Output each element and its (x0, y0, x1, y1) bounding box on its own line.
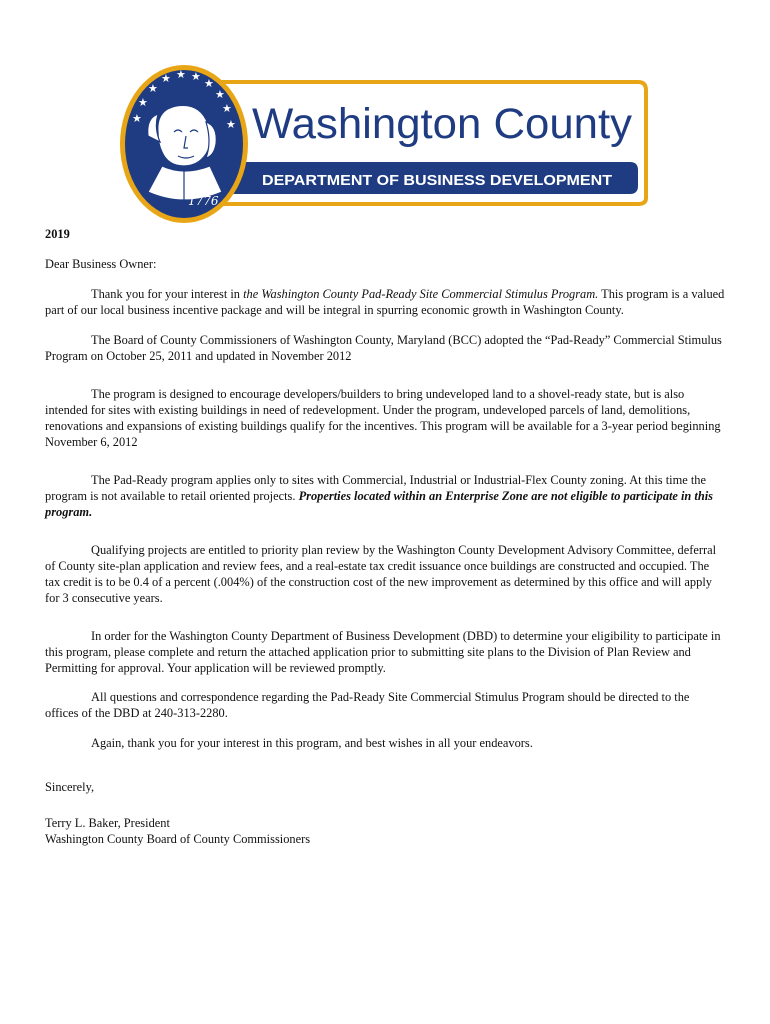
signer-title: Washington County Board of County Commissioners (45, 832, 311, 846)
intro-text-cont: This program is a valued part of our local business incentive package and will be integral in spurring economic growth in Washington County. (45, 287, 725, 317)
program-name: the Washington County Pad-Ready Site Commercial Stimulus Program. (243, 287, 599, 301)
paragraph-contact: All questions and correspondence regarding the Pad-Ready Site Commercial Stimulus Program should be directed to the offices of the DBD at 240-313-2280. (45, 690, 690, 720)
svg-text:★: ★ (148, 82, 158, 95)
svg-text:★: ★ (226, 118, 236, 131)
intro-text: Thank you for your interest in (91, 287, 244, 301)
paragraph-zoning (45, 472, 725, 520)
paragraph-eligibility: In order for the Washington County Department of Business Development (DBD) to determine your eligibility to participate in this program, please complete and return the attached application prior to submitting site plans to the Division of Plan Review and Permitting for approval. Your application will be reviewed promptly. (45, 629, 721, 675)
enterprise-zone-notice: Properties located within an Enterprise Zone are not eligible to participate in this program. (45, 489, 714, 519)
svg-text:★: ★ (222, 102, 232, 115)
salutation: Dear Business Owner: (45, 257, 157, 271)
svg-text:★: ★ (215, 88, 225, 101)
paragraph-intro (45, 286, 725, 318)
letter-body (45, 226, 725, 847)
paragraph-thanks: Again, thank you for your interest in this program, and best wishes in all your endeavors. (91, 736, 533, 750)
logo-department-name: DEPARTMENT OF BUSINESS DEVELOPMENT (262, 173, 613, 189)
paragraph-design: The program is designed to encourage developers/builders to bring undeveloped land to a shovel-ready state, but is also intended for sites with existing buildings in need of redevelopment. Under the program, undeveloped parcels of land, demolitions, renovations and expansions of existing buildings qualify for the incentives. This program will be available for a 3-year period beginning November 6, 2012 (45, 387, 721, 449)
zoning-text: The Pad-Ready program applies only to sites with Commercial, Industrial or Industrial-Flex County zoning. At this time the program is not available to retail oriented projects. (45, 473, 706, 503)
svg-text:★: ★ (138, 96, 148, 109)
logo-org-name: Washington County (252, 100, 633, 148)
svg-text:★: ★ (204, 77, 214, 90)
washington-county-logo (118, 62, 648, 226)
paragraph-benefits: Qualifying projects are entitled to priority plan review by the Washington County Development Advisory Committee, deferral of County site-plan application and review fees, and a real-estate tax credit issuance once buildings are constructed and occupied. The tax credit is to be 0.4 of a percent (.004%) of the construction cost of the new improvement as determined by this office and will apply for 3 consecutive years. (45, 543, 717, 605)
logo-est-label: est. (198, 181, 220, 195)
svg-text:★: ★ (191, 70, 201, 83)
svg-text:★: ★ (161, 72, 171, 85)
paragraph-adoption: The Board of County Commissioners of Washington County, Maryland (BCC) adopted the “Pad-Ready” Commercial Stimulus Program on October 25, 2011 and updated in November 2012 (45, 333, 722, 363)
svg-text:★: ★ (176, 68, 186, 81)
svg-text:★: ★ (132, 112, 142, 125)
signer-name: Terry L. Baker, President (45, 816, 170, 830)
closing: Sincerely, (45, 780, 95, 794)
logo-est-year: 1776 (188, 194, 219, 208)
letter-year: 2019 (45, 227, 70, 241)
